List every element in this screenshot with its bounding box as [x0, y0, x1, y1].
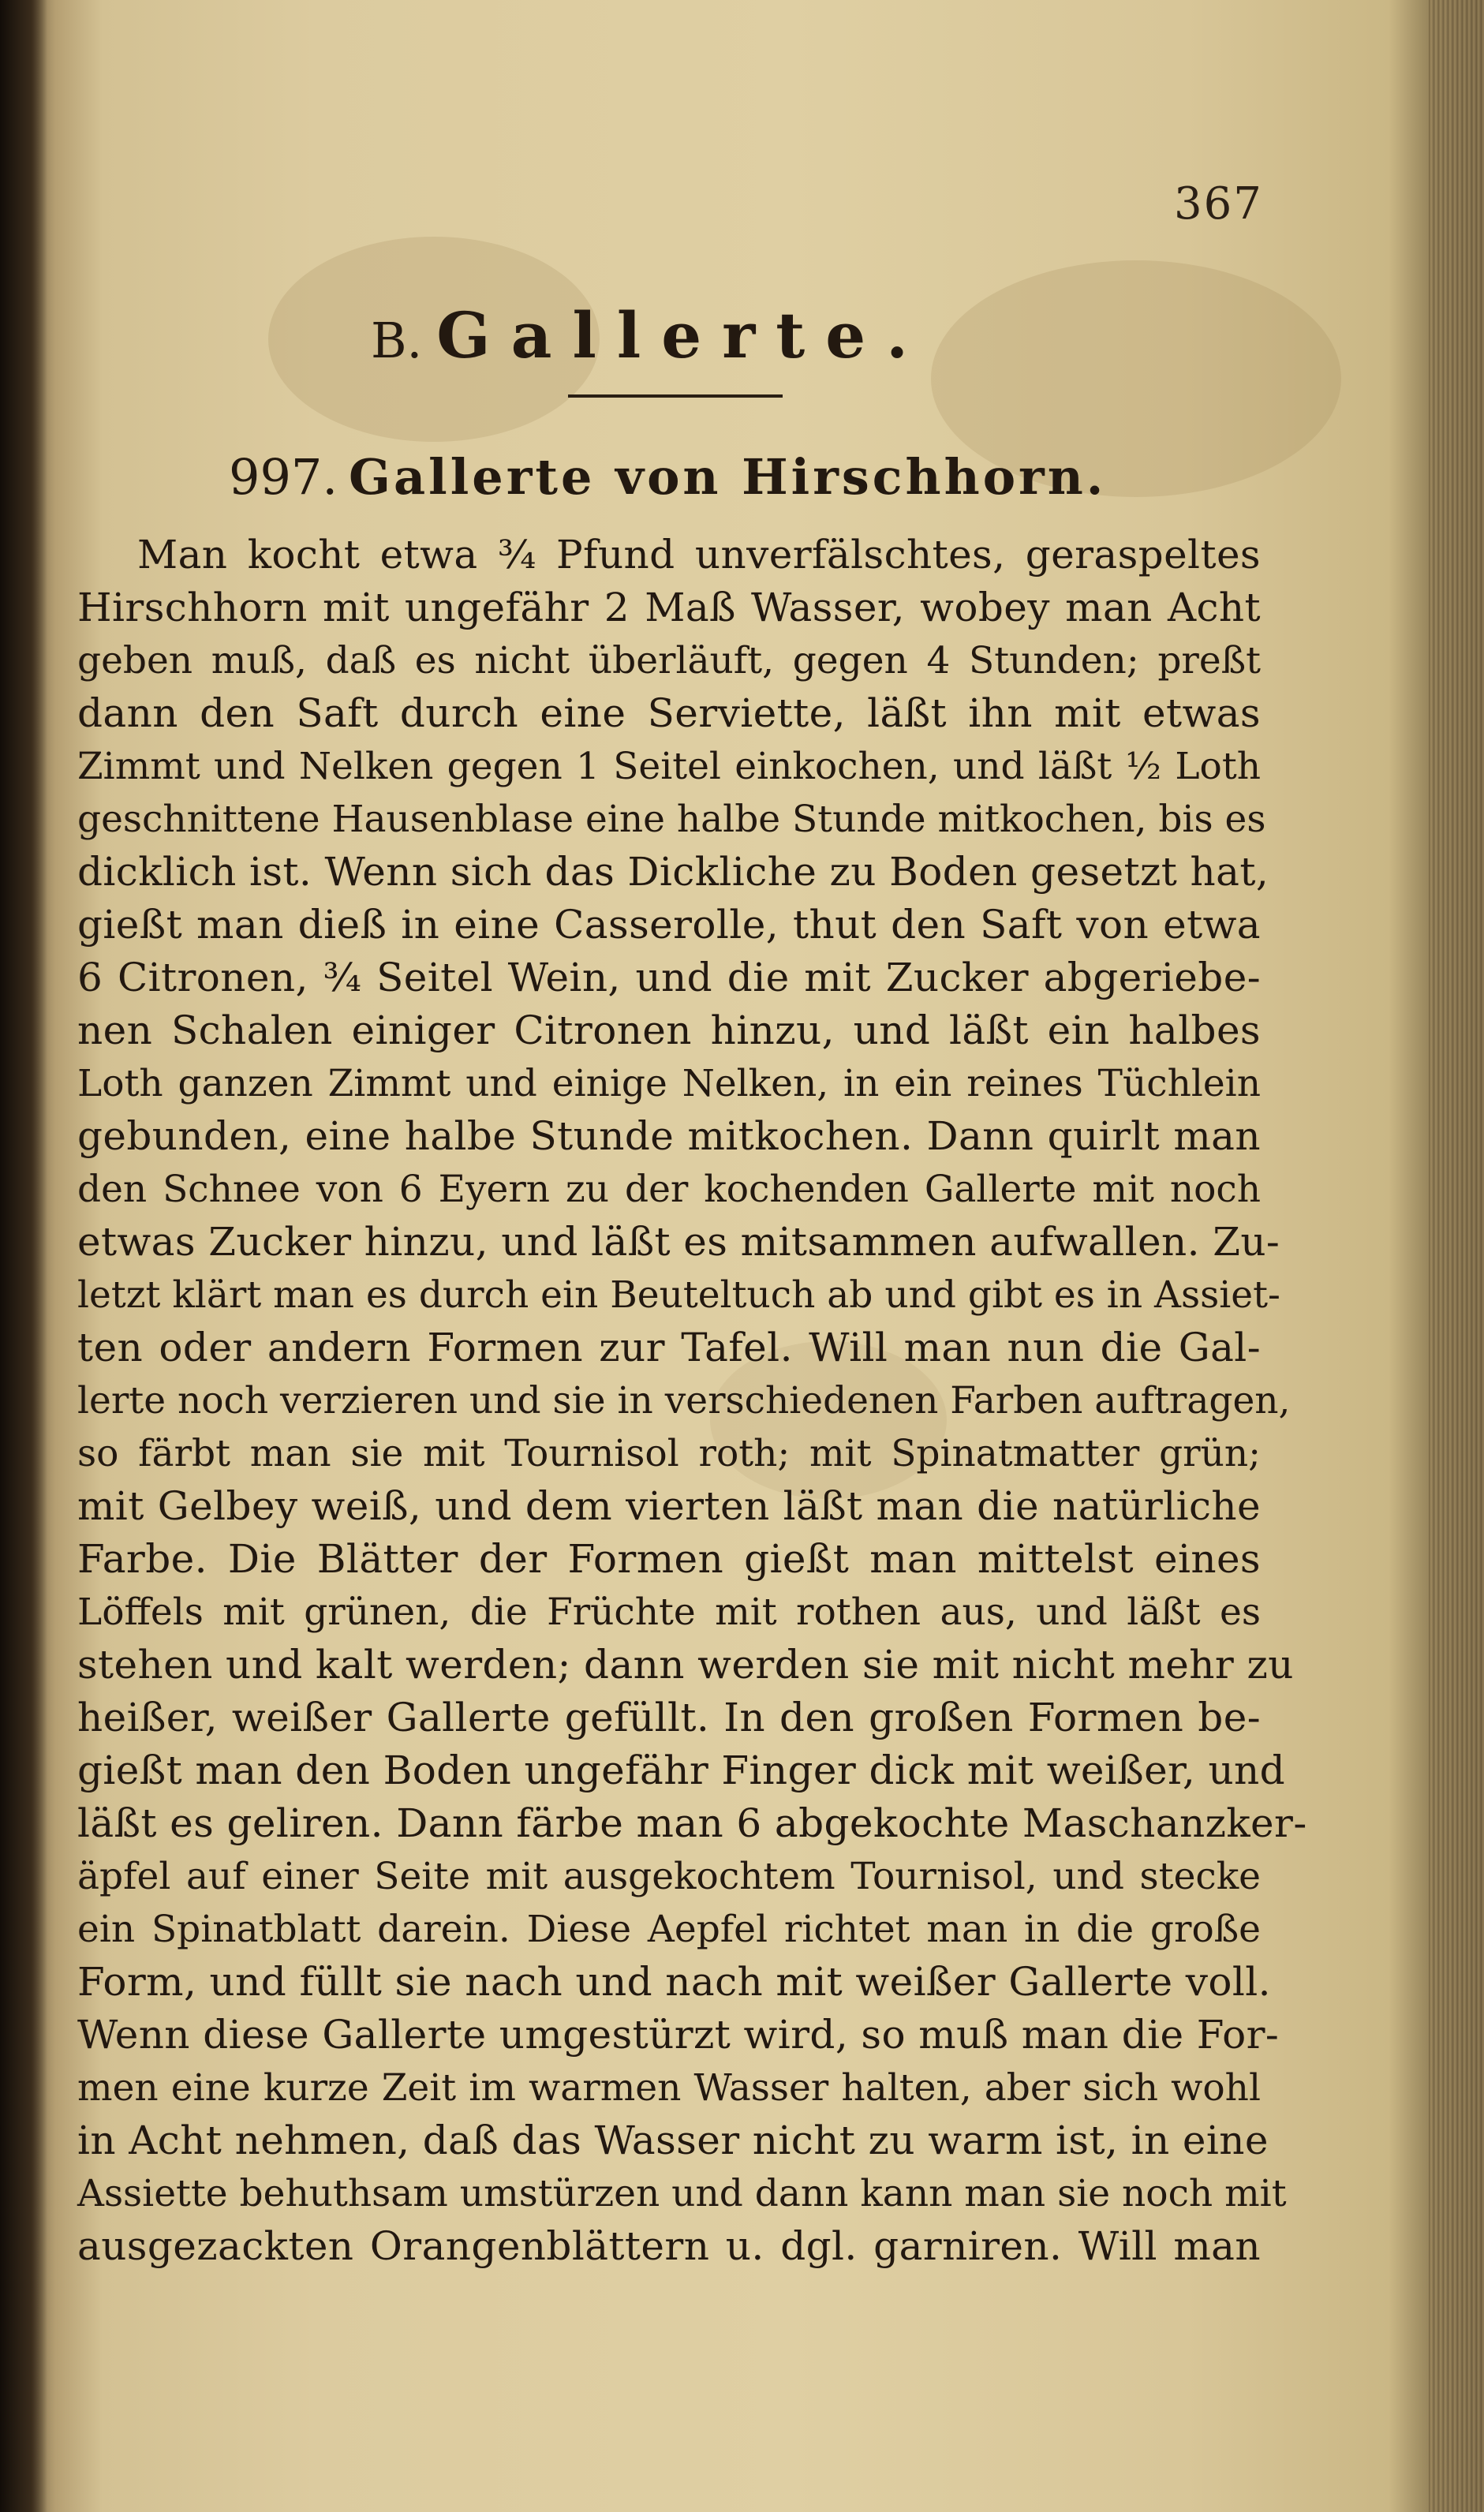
text-line: heißer, weißer Gallerte gefüllt. In den großen Formen be-: [77, 1695, 1261, 1740]
section-title: Gallerte.: [436, 298, 929, 372]
text-line: nen Schalen einiger Citronen hinzu, und läßt ein halbes: [77, 1007, 1261, 1053]
text-line: stehen und kalt werden; dann werden sie mit nicht mehr zu: [77, 1642, 1294, 1688]
text-line: mit Gelbey weiß, und dem vierten läßt man die natürliche: [77, 1483, 1261, 1529]
text-line: geben muß, daß es nicht überläuft, gegen 4 Stunden; preßt: [77, 639, 1261, 682]
text-line: men eine kurze Zeit im warmen Wasser halten, aber sich wohl: [77, 2066, 1261, 2110]
text-line: läßt es geliren. Dann färbe man 6 abgekochte Maschanzker-: [77, 1800, 1307, 1846]
section-heading: [371, 298, 970, 372]
text-line: Wenn diese Gallerte umgestürzt wird, so muß man die For-: [77, 2012, 1280, 2058]
book-spine-shadow: [0, 0, 47, 2512]
text-line: dicklich ist. Wenn sich das Dickliche zu Boden gesetzt hat,: [77, 849, 1269, 895]
text-line: Zimmt und Nelken gegen 1 Seitel einkochen, und läßt ½ Loth: [77, 745, 1261, 788]
recipe-body: [77, 529, 1307, 2273]
recipe-title: Gallerte von Hirschhorn.: [349, 448, 1107, 506]
text-line: Hirschhorn mit ungefähr 2 Maß Wasser, wobey man Acht: [77, 585, 1261, 630]
text-line: äpfel auf einer Seite mit ausgekochtem Tournisol, und stecke: [77, 1855, 1261, 1898]
text-line: Form, und füllt sie nach und nach mit weißer Gallerte voll.: [77, 1959, 1271, 2005]
text-line: ausgezackten Orangenblättern u. dgl. garniren. Will man: [77, 2223, 1261, 2269]
text-line: Loth ganzen Zimmt und einige Nelken, in ein reines Tüchlein: [77, 1062, 1261, 1105]
text-line: gießt man dieß in eine Casserolle, thut den Saft von etwa: [77, 902, 1261, 948]
text-line: letzt klärt man es durch ein Beuteltuch ab und gibt es in Assiet-: [77, 1273, 1280, 1317]
text-line: Farbe. Die Blätter der Formen gießt man mittelst eines: [77, 1536, 1261, 1582]
text-line: Löffels mit grünen, die Früchte mit rothen aus, und läßt es: [77, 1591, 1261, 1634]
text-line: Assiette behuthsam umstürzen und dann kann man sie noch mit: [77, 2172, 1287, 2215]
text-line: 6 Citronen, ¾ Seitel Wein, und die mit Zucker abgeriebe-: [77, 955, 1261, 1000]
section-prefix: B.: [371, 312, 423, 369]
text-line: lerte noch verzieren und sie in verschiedenen Farben auftragen,: [77, 1379, 1291, 1422]
text-line: etwas Zucker hinzu, und läßt es mitsammen aufwallen. Zu-: [77, 1219, 1280, 1265]
text-line: den Schnee von 6 Eyern zu der kochenden Gallerte mit noch: [77, 1168, 1261, 1211]
text-line: so färbt man sie mit Tournisol roth; mit Spinatmatter grün;: [77, 1432, 1261, 1475]
heading-divider: [568, 394, 783, 398]
recipe-number: 997.: [229, 448, 338, 506]
page-edge-stack: [1429, 0, 1484, 2512]
recipe-heading: [229, 448, 1106, 506]
text-line: Man kocht etwa ¾ Pfund unverfälschtes, geraspeltes: [137, 532, 1261, 578]
text-line: in Acht nehmen, daß das Wasser nicht zu warm ist, in eine: [77, 2118, 1269, 2163]
text-line: ein Spinatblatt darein. Diese Aepfel richtet man in die große: [77, 1908, 1261, 1951]
text-line: gebunden, eine halbe Stunde mitkochen. Dann quirlt man: [77, 1113, 1261, 1159]
text-line: gießt man den Boden ungefähr Finger dick mit weißer, und: [77, 1748, 1286, 1793]
text-line: dann den Saft durch eine Serviette, läßt ihn mit etwas: [77, 690, 1261, 736]
text-line: ten oder andern Formen zur Tafel. Will man nun die Gal-: [77, 1325, 1261, 1370]
page-number: 367: [1174, 178, 1263, 230]
text-line: geschnittene Hausenblase eine halbe Stunde mitkochen, bis es: [77, 798, 1266, 841]
